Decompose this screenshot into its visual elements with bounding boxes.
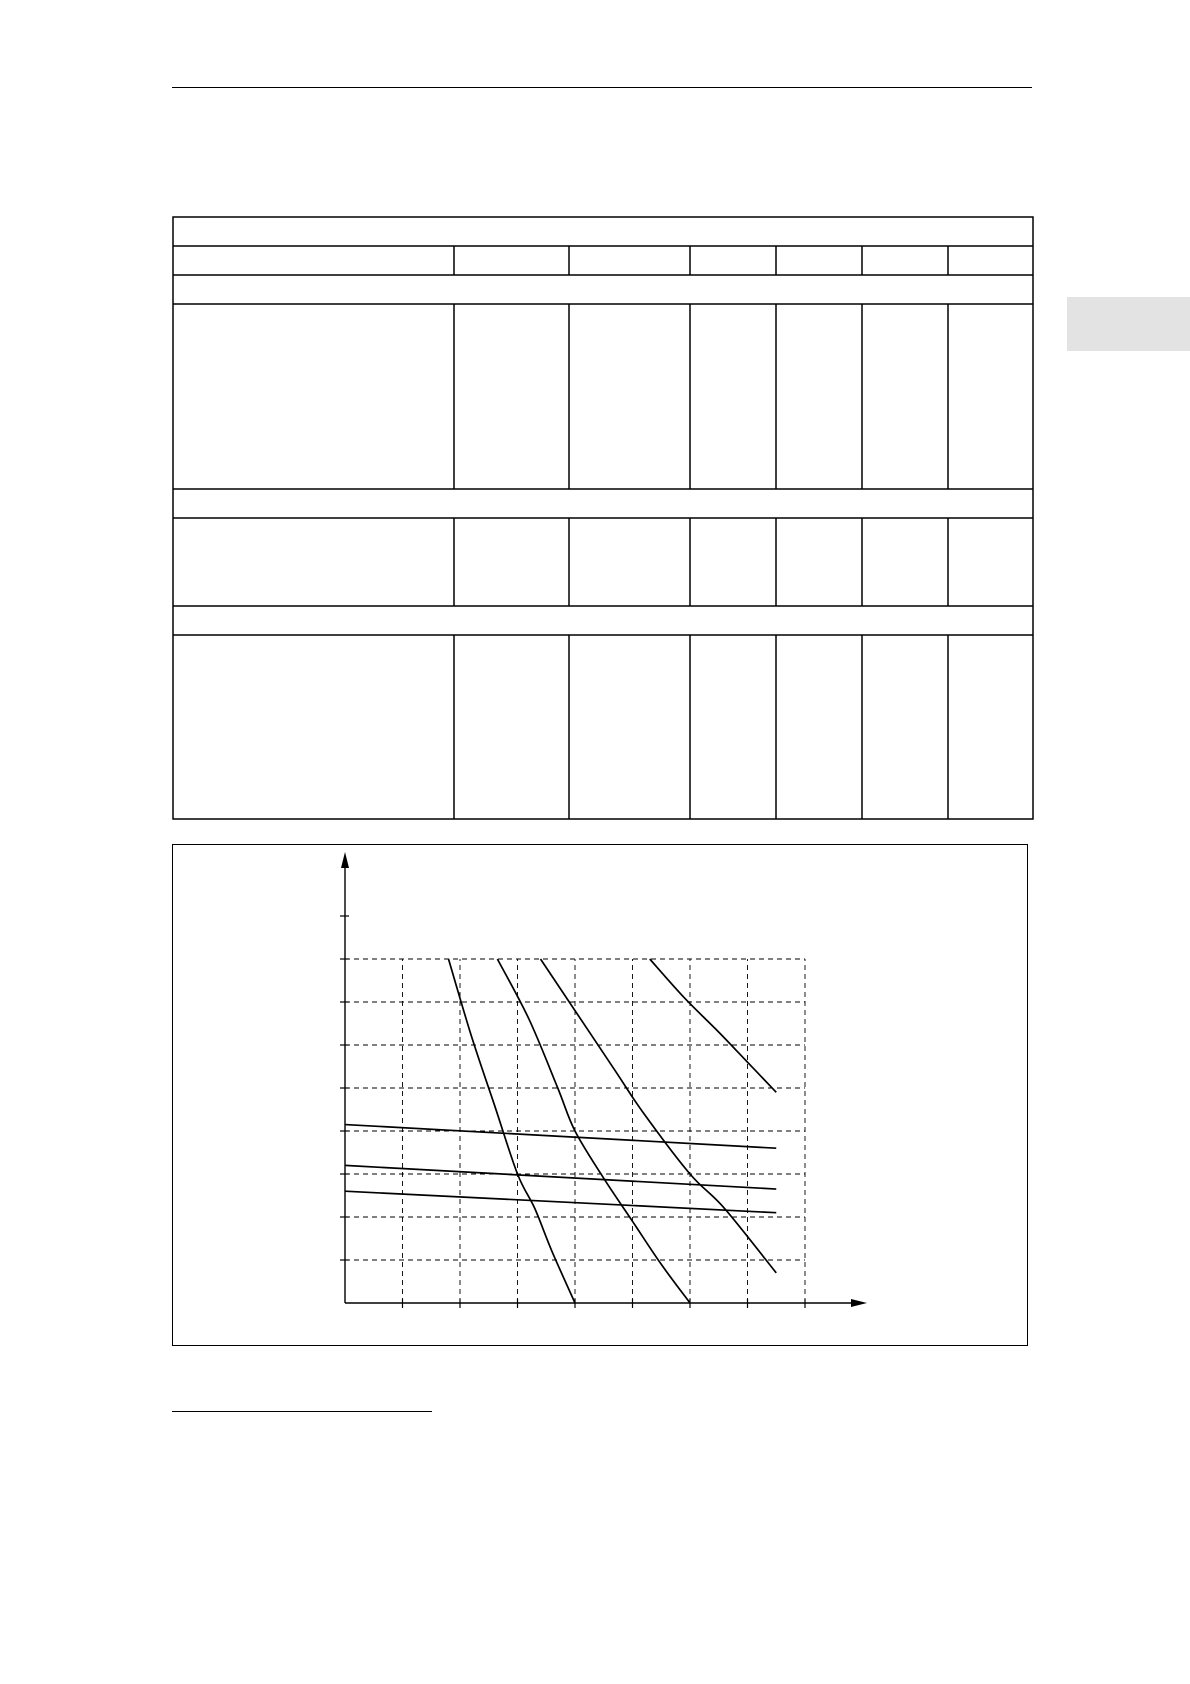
series-line-6: [345, 1165, 776, 1189]
header-column-dividers: [454, 246, 948, 275]
x-axis-arrow: [851, 1299, 867, 1307]
section-1-column-dividers: [454, 304, 948, 489]
y-axis-arrow: [341, 852, 349, 868]
series-line-4: [650, 959, 777, 1092]
series-line-3: [541, 959, 777, 1273]
spec-table-grid: [172, 216, 1034, 820]
series-line-5: [345, 1125, 776, 1149]
spec-table: [172, 216, 1034, 820]
section-2-column-dividers: [454, 518, 948, 606]
header-rule: [172, 87, 1032, 88]
section-3-column-dividers: [454, 635, 948, 819]
chart-axes: [340, 852, 867, 1308]
side-tab-marker: [1067, 297, 1190, 351]
footnote-rule: [172, 1411, 432, 1412]
figure-frame: [172, 844, 1028, 1346]
characteristic-chart: [173, 845, 1029, 1347]
